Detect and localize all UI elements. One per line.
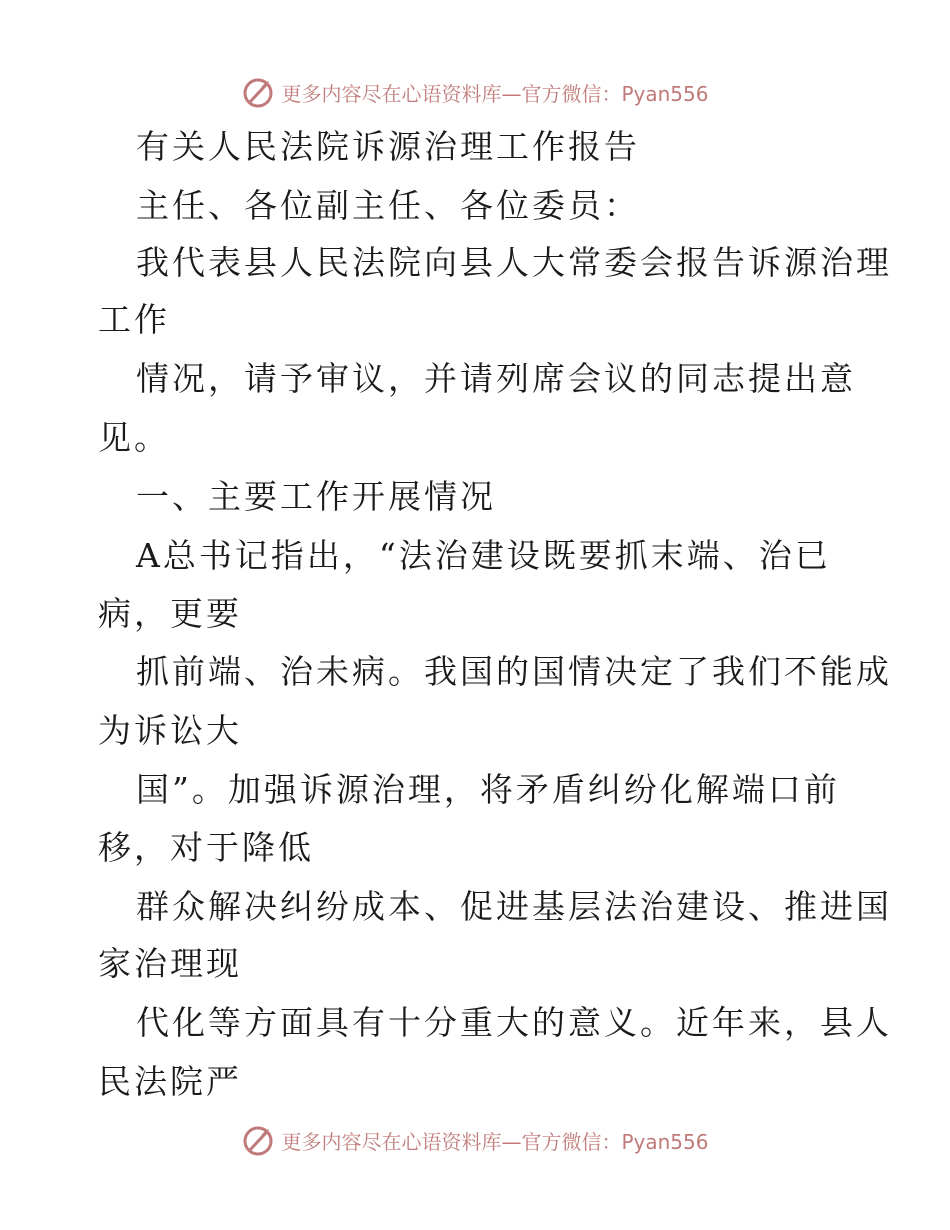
paragraph-line: 移，对于降低 <box>98 828 314 867</box>
doc-title: 有关人民法院诉源治理工作报告 <box>136 127 640 166</box>
paragraph-line: 情况，请予审议，并请列席会议的同志提出意 <box>136 359 856 398</box>
header-watermark <box>0 72 950 112</box>
section-heading: 一、主要工作开展情况 <box>136 477 496 516</box>
paragraph-line: 我代表县人民法院向县人大常委会报告诉源治理 <box>136 243 892 282</box>
paragraph-line: 群众解决纠纷成本、促进基层法治建设、推进国 <box>136 887 892 926</box>
salutation: 主任、各位副主任、各位委员： <box>136 186 640 225</box>
paragraph-line: 国”。加强诉源治理，将矛盾纠纷化解端口前 <box>136 770 840 809</box>
paragraph-line: 见。 <box>98 418 170 457</box>
watermark-text: 更多内容尽在心语资料库—官方微信：Pyan556 <box>281 1129 709 1154</box>
paragraph-line: A总书记指出，“法治建设既要抓末端、治已 <box>136 536 831 575</box>
footer-watermark <box>0 1120 950 1160</box>
watermark-text: 更多内容尽在心语资料库—官方微信：Pyan556 <box>281 81 709 106</box>
paragraph-line: 为诉讼大 <box>98 711 242 750</box>
paragraph-line: 抓前端、治未病。我国的国情决定了我们不能成 <box>136 652 892 691</box>
paragraph-line: 家治理现 <box>98 944 242 983</box>
paragraph-line: 代化等方面具有十分重大的意义。近年来，县人 <box>136 1003 892 1042</box>
paragraph-line: 病，更要 <box>98 594 242 633</box>
paragraph-line: 民法院严 <box>98 1062 242 1101</box>
quill-logo-icon <box>241 1123 275 1157</box>
paragraph-line: 工作 <box>98 300 170 339</box>
quill-logo-icon <box>241 75 275 109</box>
